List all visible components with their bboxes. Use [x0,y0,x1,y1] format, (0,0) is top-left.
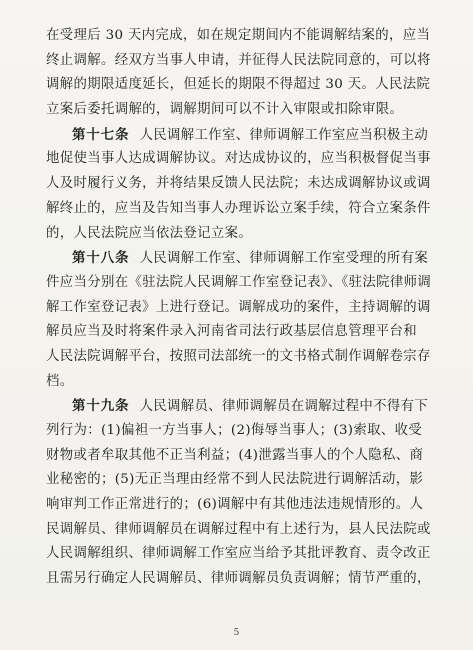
article-18-number: 第十八条 [72,250,130,267]
body-line: 的，人民法院应当依法登记立案。 [46,225,253,241]
article-17-heading-line [46,123,431,148]
body-line: 人民调解组织、律师调解工作室应当给予其批评教育、责令改正 [46,546,431,562]
article-19-number: 第十九条 [72,398,130,415]
article-19-first-line: 人民调解员、律师调解员在调解过程中不得有下 [139,399,429,415]
article-18-heading-line [46,246,431,271]
body-line: 民调解员、律师调解员在调解过程中有上述行为，县人民法院或 [46,521,431,537]
article-17-number: 第十七条 [72,126,130,143]
body-line: 且需另行确定人民调解员、律师调解员负责调解；情节严重的， [46,571,431,587]
body-line: 解终止的，应当及告知当事人办理诉讼立案手续，符合立案条件 [46,200,431,216]
body-line: 解工作室登记表》上进行登记。调解成功的案件，主持调解的调 [46,299,431,315]
body-line: 解员应当及时将案件录入河南省司法行政基层信息管理平台和 [46,324,417,340]
body-line: 件应当分别在《驻法院人民调解工作室登记表》、《驻法院律师调 [46,274,432,290]
body-line: 人民法院调解平台，按照司法部统一的文书格式制作调解卷宗存 [46,348,431,364]
article-18-first-line: 人民调解工作室、律师调解工作室受理的所有案 [139,251,429,267]
body-line: 调解的期限适度延长，但延长的期限不得超过 30 天。人民法院 [46,77,431,93]
body-line: 档。 [46,373,74,389]
body-line: 在受理后 30 天内完成，如在规定期间内不能调解结案的，应当 [46,28,431,43]
body-line: 人及时履行义务，并将结果反馈人民法院；未达成调解协议或调 [46,176,431,192]
body-line: 终止调解。经双方当事人申请，并征得人民法院同意的，可以将 [46,52,431,68]
article-17-first-line: 人民调解工作室、律师调解工作室应当积极主动 [139,127,429,143]
body-line: 列行为：(1)偏袒一方当事人；(2)侮辱当事人；(3)索取、收受 [46,423,423,438]
article-19-heading-line [46,394,431,419]
body-line: 业秘密的；(5)无正当理由经常不到人民法院进行调解活动，影 [46,472,424,488]
body-line: 响审判工作正常进行的；(6)调解中有其他违法违规情形的。人 [46,497,424,513]
body-line: 财物或者牟取其他不正当利益；(4)泄露当事人的个人隐私、商 [46,447,424,463]
body-line: 立案后委托调解的，调解期间可以不计入审限或扣除审限。 [46,102,404,118]
page-number: 5 [233,628,240,638]
body-line: 地促使当事人达成调解协议。对达成协议的，应当积极督促当事 [46,151,431,167]
document-body [46,24,431,592]
